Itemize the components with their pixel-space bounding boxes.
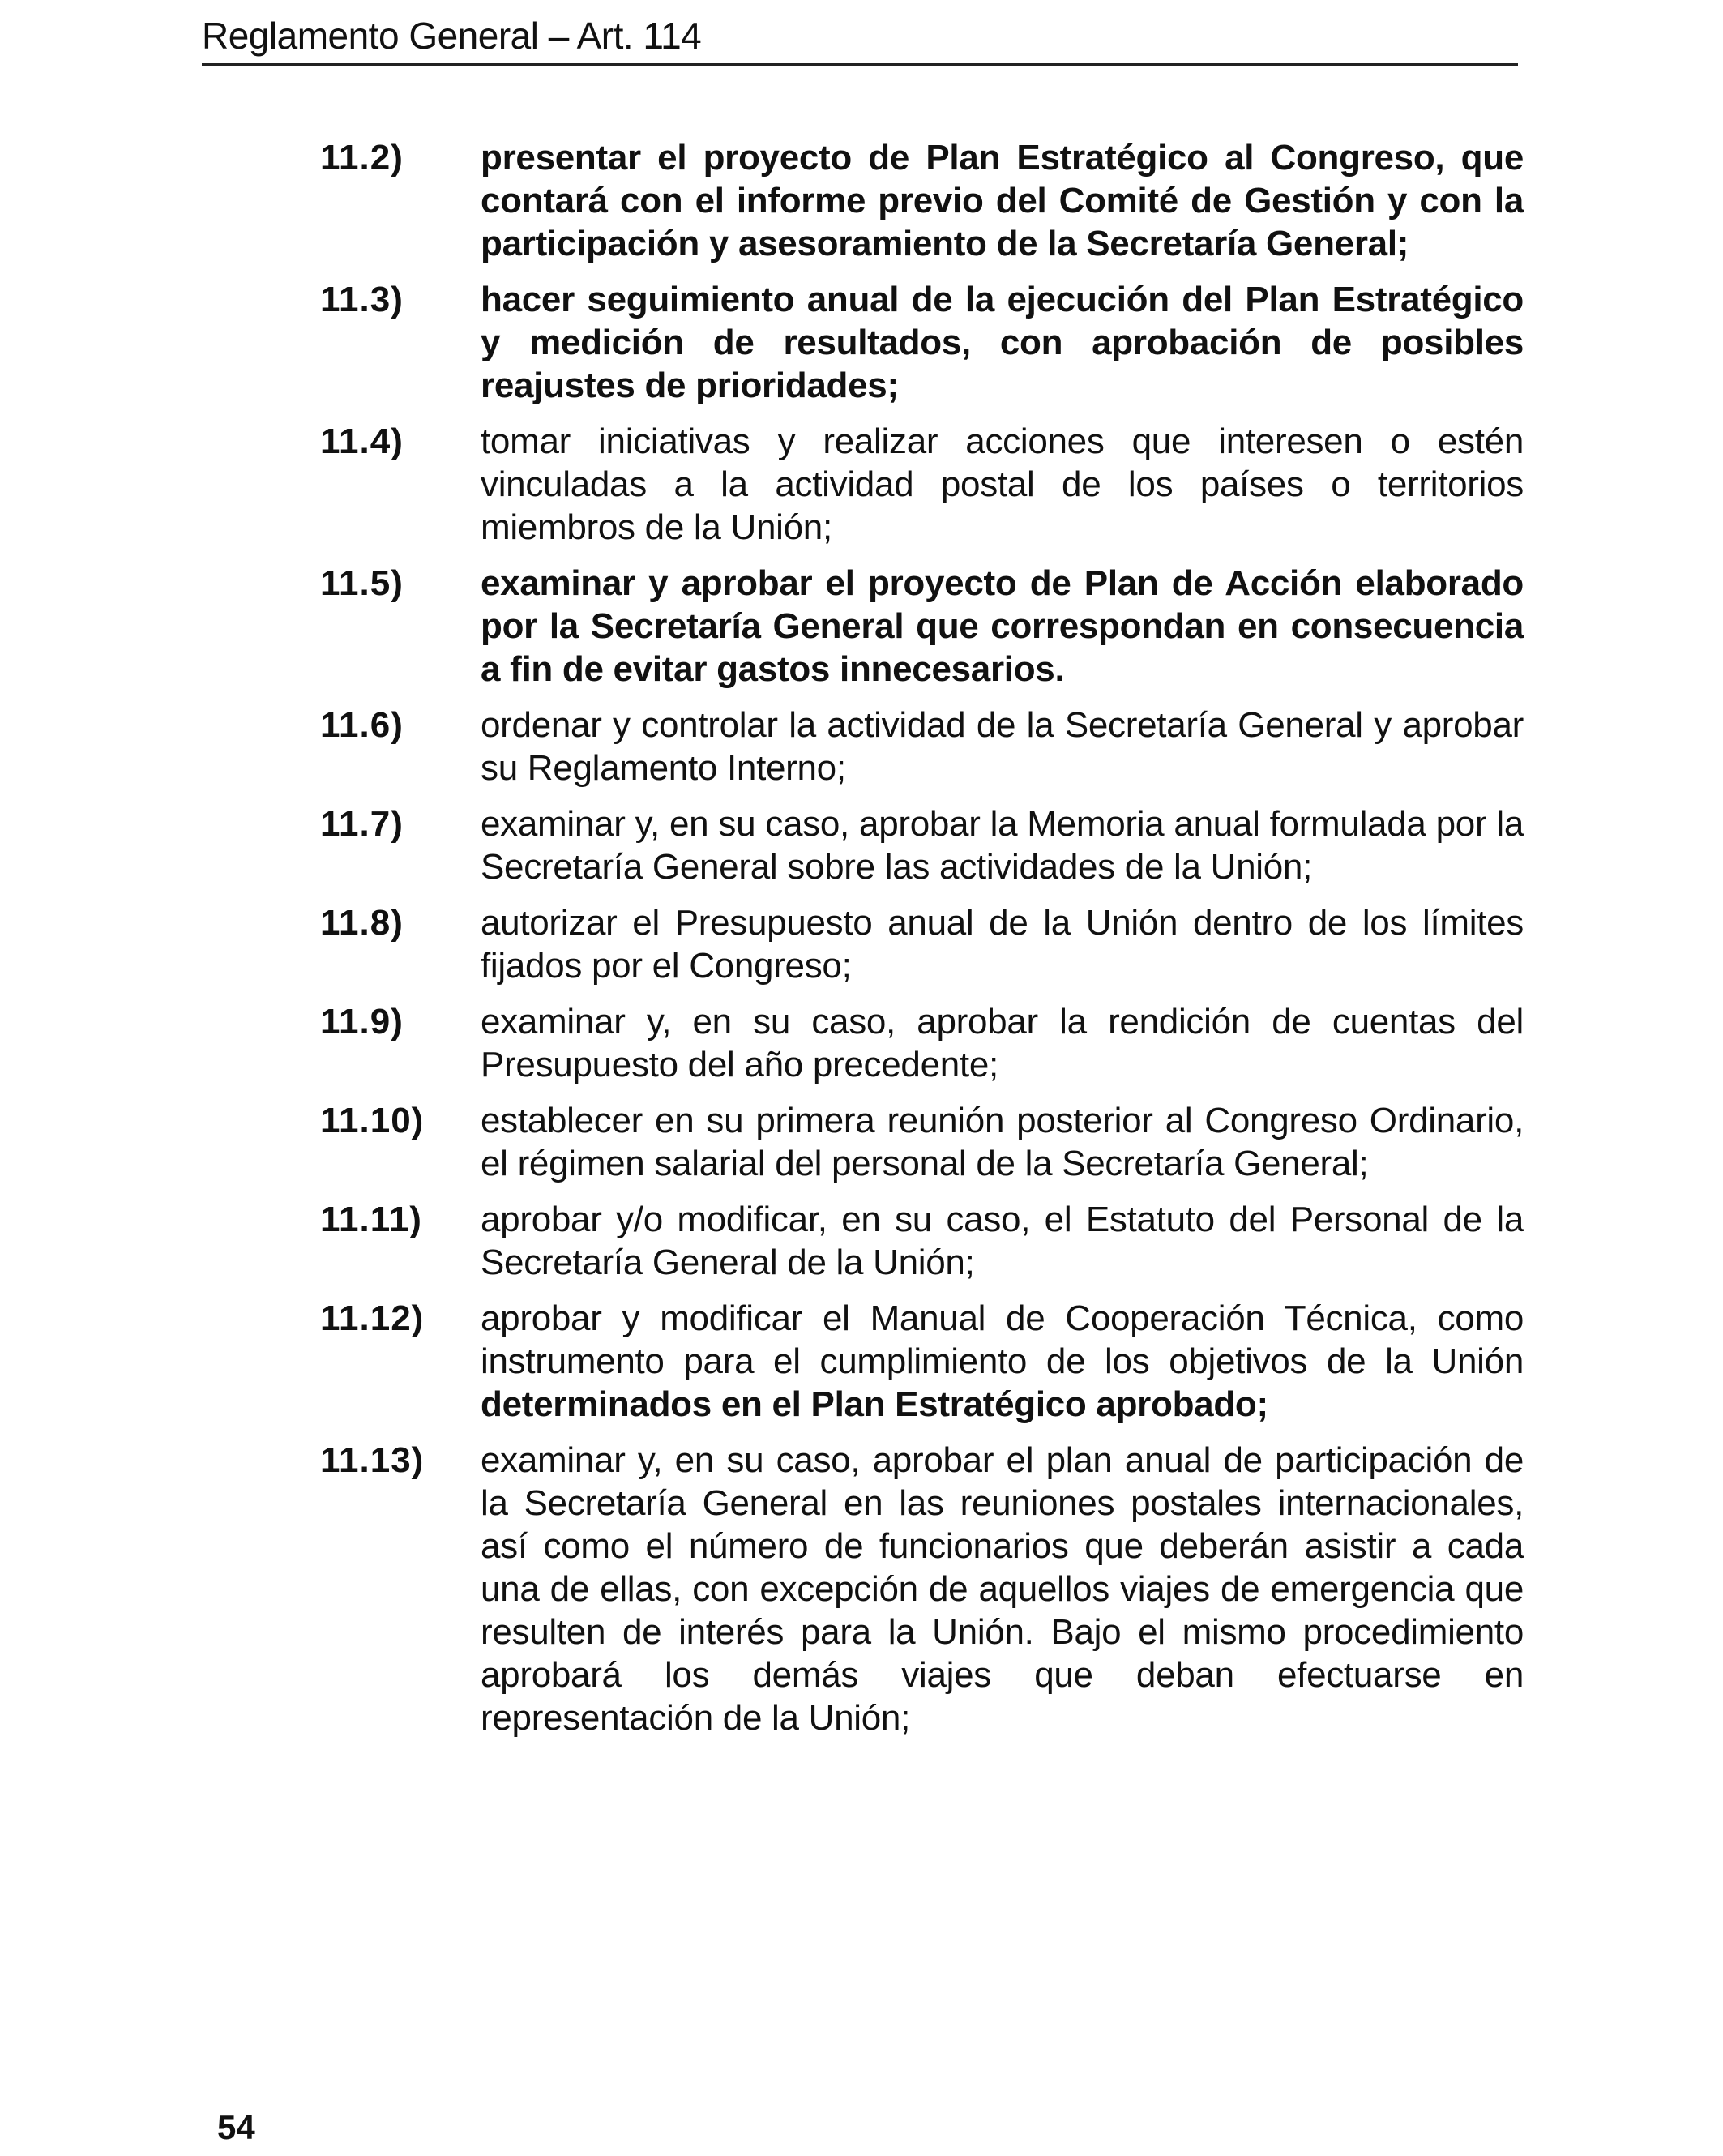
item-text: tomar iniciativas y realizar acciones que interesen o estén vinculadas a la actividad postal de los países o territorios miembros de la Unión; — [481, 421, 1524, 547]
item-number: 11.7) — [320, 804, 404, 844]
item-number: 11.6) — [320, 705, 404, 745]
list-item — [320, 562, 1524, 691]
list-item — [320, 1439, 1524, 1739]
item-number: 11.11) — [320, 1200, 422, 1239]
item-text: ordenar y controlar la actividad de la Secretaría General y aprobar su Reglamento Interno; — [481, 705, 1524, 788]
item-number: 11.8) — [320, 903, 404, 943]
item-number: 11.2) — [320, 138, 404, 178]
item-text-regular: aprobar y modificar el Manual de Cooperación Técnica, como instrumento para el cumplimiento de los objetivos de la Unión — [481, 1298, 1524, 1381]
item-text-bold: determinados en el Plan Estratégico aprobado; — [481, 1384, 1268, 1424]
item-text: examinar y, en su caso, aprobar la Memoria anual formulada por la Secretaría General sobre las actividades de la Unión; — [481, 804, 1524, 887]
list-item — [320, 1198, 1524, 1284]
item-number: 11.5) — [320, 563, 404, 603]
list-item — [320, 704, 1524, 789]
item-text: examinar y, en su caso, aprobar el plan anual de participación de la Secretaría General en las reuniones postales internacionales, así como el número de funcionarios que deberán asistir a cada una de ellas, con excepción de aquellos viajes de emergencia que resulten de interés para la Unión. Bajo el mismo procedimiento aprobará los demás viajes que deban efectuarse en representación de la Unión; — [481, 1440, 1524, 1738]
item-number: 11.10) — [320, 1101, 425, 1140]
list-item — [320, 278, 1524, 407]
page-header-title: Reglamento General – Art. 114 — [202, 15, 702, 57]
list-item — [320, 901, 1524, 987]
item-text — [481, 1297, 1524, 1426]
list-item — [320, 1000, 1524, 1086]
page-header — [202, 8, 1518, 66]
item-text: aprobar y/o modificar, en su caso, el Estatuto del Personal de la Secretaría General de la Unión; — [481, 1200, 1524, 1282]
item-text: presentar el proyecto de Plan Estratégico al Congreso, que contará con el informe previo del Comité de Gestión y con la participación y asesoramiento de la Secretaría General; — [481, 138, 1524, 263]
list-item — [320, 1099, 1524, 1185]
item-text: hacer seguimiento anual de la ejecución del Plan Estratégico y medición de resultados, con aprobación de posibles reajustes de prioridades; — [481, 280, 1524, 405]
article-items-list — [320, 136, 1524, 1752]
item-text: establecer en su primera reunión posterior al Congreso Ordinario, el régimen salarial del personal de la Secretaría General; — [481, 1101, 1524, 1183]
item-number: 11.9) — [320, 1002, 404, 1042]
list-item — [320, 1297, 1524, 1426]
item-number: 11.13) — [320, 1440, 425, 1480]
item-text: examinar y aprobar el proyecto de Plan de Acción elaborado por la Secretaría General que correspondan en consecuencia a fin de evitar gastos innecesarios. — [481, 563, 1524, 689]
item-number: 11.12) — [320, 1298, 425, 1338]
page-number: 54 — [217, 2108, 255, 2146]
item-text: examinar y, en su caso, aprobar la rendición de cuentas del Presupuesto del año precedente; — [481, 1002, 1524, 1084]
list-item — [320, 802, 1524, 888]
item-number: 11.4) — [320, 421, 404, 461]
list-item — [320, 420, 1524, 549]
item-number: 11.3) — [320, 280, 404, 319]
list-item — [320, 136, 1524, 265]
item-text: autorizar el Presupuesto anual de la Unión dentro de los límites fijados por el Congreso; — [481, 903, 1524, 986]
